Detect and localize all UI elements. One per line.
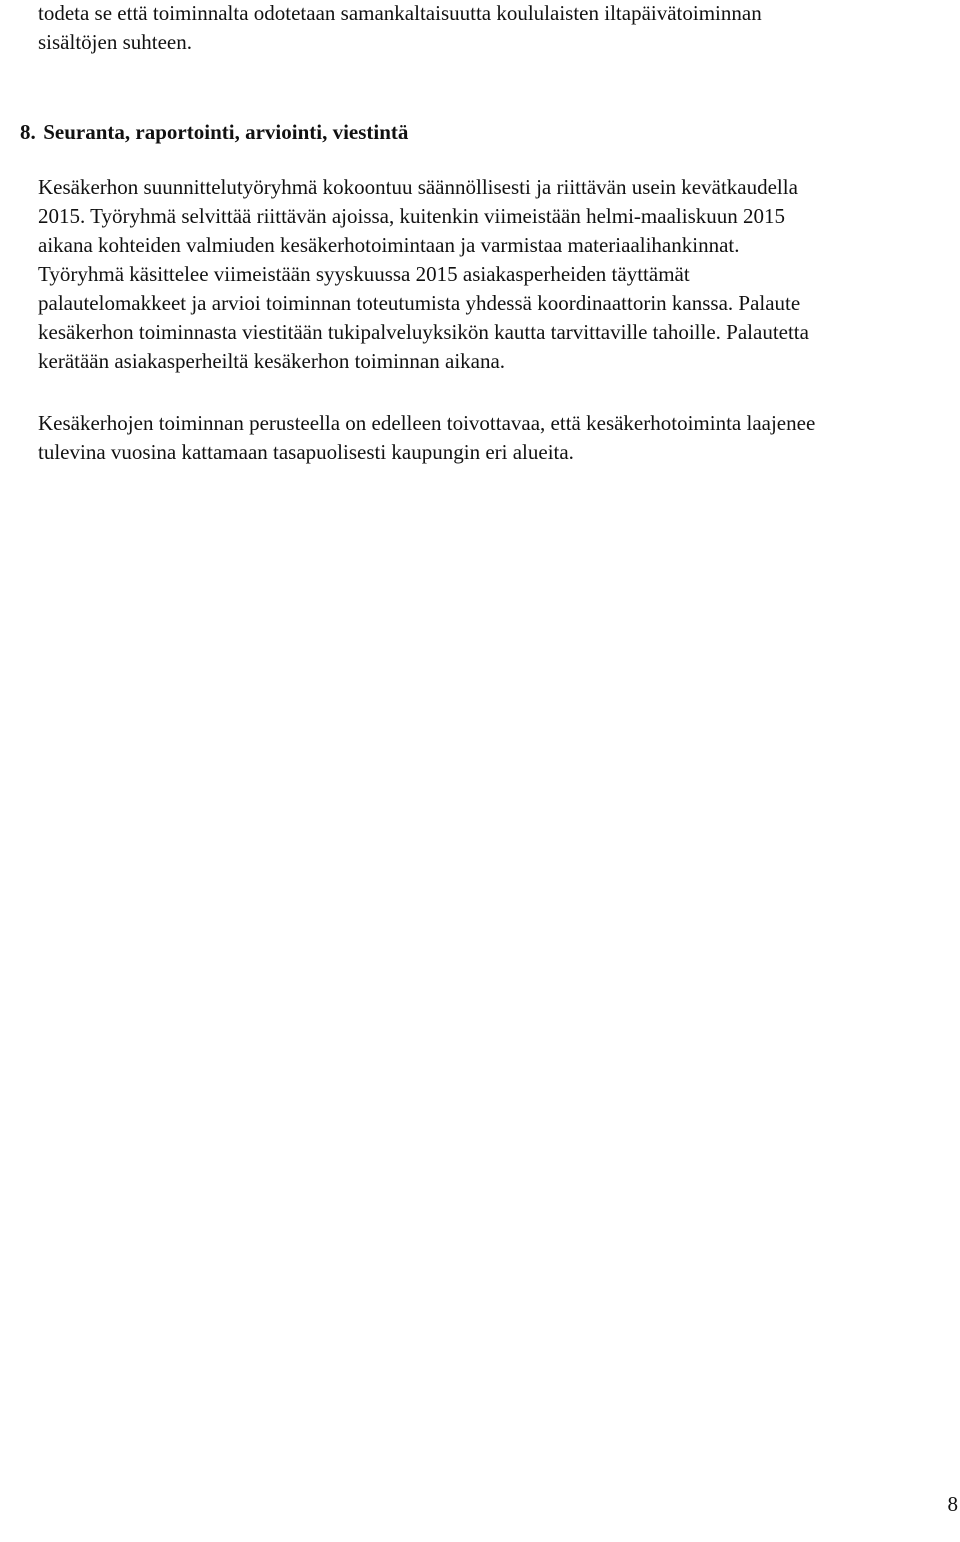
paragraph-outlook: Kesäkerhojen toiminnan perusteella on edelleen toivottavaa, että kesäkerhotoiminta laajenee tulevina vuosina kattamaan tasapuolisesti kaupungin eri alueita. xyxy=(38,411,816,464)
section-heading xyxy=(20,118,408,147)
intro-text: todeta se että toiminnalta odotetaan samankaltaisuutta koululaisten iltapäivätoiminnan sisältöjen suhteen. xyxy=(38,1,762,54)
section-number: 8. xyxy=(20,120,36,144)
paragraph-monitoring: Kesäkerhon suunnittelutyöryhmä kokoontuu säännöllisesti ja riittävän usein kevätkaudella 2015. Työryhmä selvittää riittävän ajoissa, kuitenkin viimeistään helmi-maaliskuun 2015 aikana kohteiden valmiuden kesäkerhotoimintaan ja varmistaa materiaalihankinnat. Työryhmä käsittelee viimeistään syyskuussa 2015 asiakasperheiden täyttämät palautelomakkeet ja arvioi toiminnan toteutumista yhdessä koordinaattorin kanssa. Palaute kesäkerhon toiminnasta viestitään tukipalveluyksikön kautta tarvittaville tahoille. Palautetta kerätään asiakasperheiltä kesäkerhon toiminnan aikana. xyxy=(38,175,809,373)
page-number: 8 xyxy=(947,1492,958,1516)
section-title: Seuranta, raportointi, arviointi, viestintä xyxy=(43,120,409,144)
